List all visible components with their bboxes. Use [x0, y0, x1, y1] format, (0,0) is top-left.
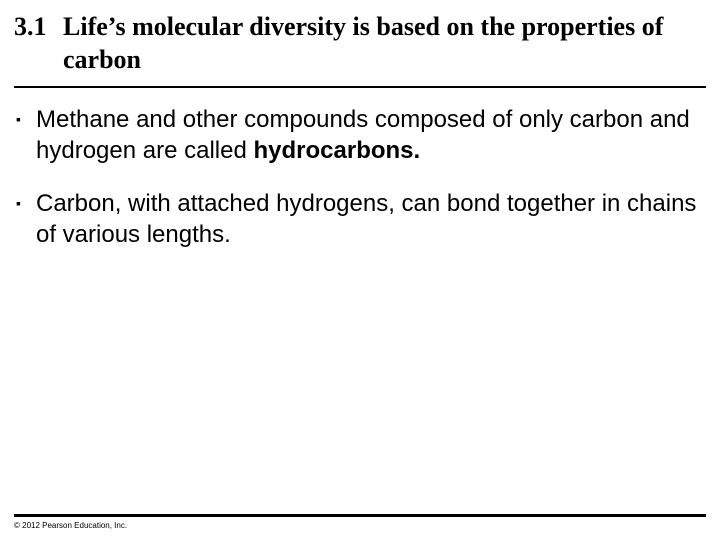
- title-text: Life’s molecular diversity is based on the properties of carbon: [63, 12, 664, 74]
- bullet-text: [36, 104, 706, 166]
- bullet-text: [36, 188, 706, 250]
- slide-title: [14, 10, 704, 76]
- bullet-plain-text: Methane and other compounds composed of only carbon and hydrogen are called: [36, 106, 690, 164]
- square-bullet-icon: ▪: [16, 195, 21, 211]
- section-number: 3.1: [14, 12, 47, 41]
- footer-divider: [14, 514, 706, 517]
- copyright-footer: © 2012 Pearson Education, Inc.: [14, 521, 128, 530]
- bullet-bold-term: hydrocarbons.: [253, 137, 421, 164]
- title-divider: [14, 86, 706, 88]
- bullet-item: [16, 104, 706, 166]
- bullet-plain-text: Carbon, with attached hydrogens, can bond together in chains of various lengths.: [36, 190, 697, 248]
- bullet-item: [16, 188, 706, 250]
- square-bullet-icon: ▪: [16, 111, 21, 127]
- bullet-list: [16, 104, 706, 272]
